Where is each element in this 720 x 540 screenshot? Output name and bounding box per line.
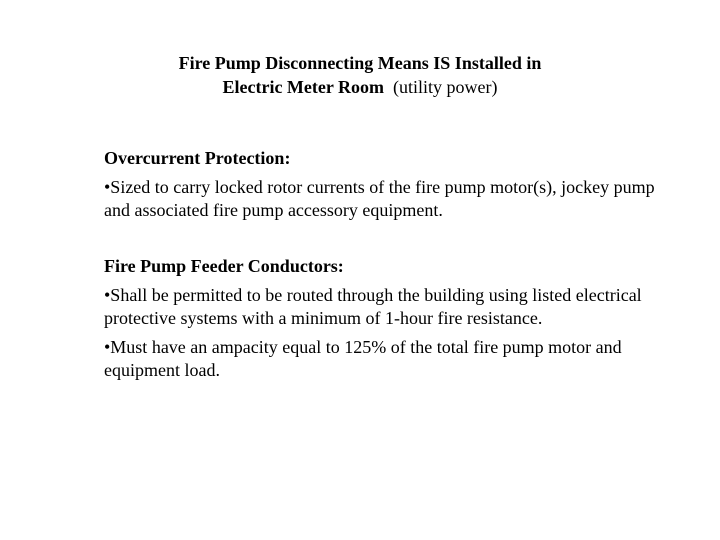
bullet: •Shall be permitted to be routed through the building using listed electrical protective systems with a minimum of 1-hour fire resistance.	[104, 285, 642, 328]
section-heading: Overcurrent Protection:	[104, 148, 291, 168]
slide-title	[0, 51, 720, 99]
slide-body	[104, 147, 664, 382]
title-line2-normal: (utility power)	[393, 77, 498, 97]
bullet: •Sized to carry locked rotor currents of the fire pump motor(s), jockey pump and associated fire pump accessory equipment.	[104, 177, 655, 220]
title-line2-bold: Electric Meter Room	[222, 77, 385, 97]
title-line1: Fire Pump Disconnecting Means IS Installed in	[178, 53, 542, 73]
bullet: •Must have an ampacity equal to 125% of the total fire pump motor and equipment load.	[104, 337, 622, 380]
section-heading: Fire Pump Feeder Conductors:	[104, 256, 344, 276]
